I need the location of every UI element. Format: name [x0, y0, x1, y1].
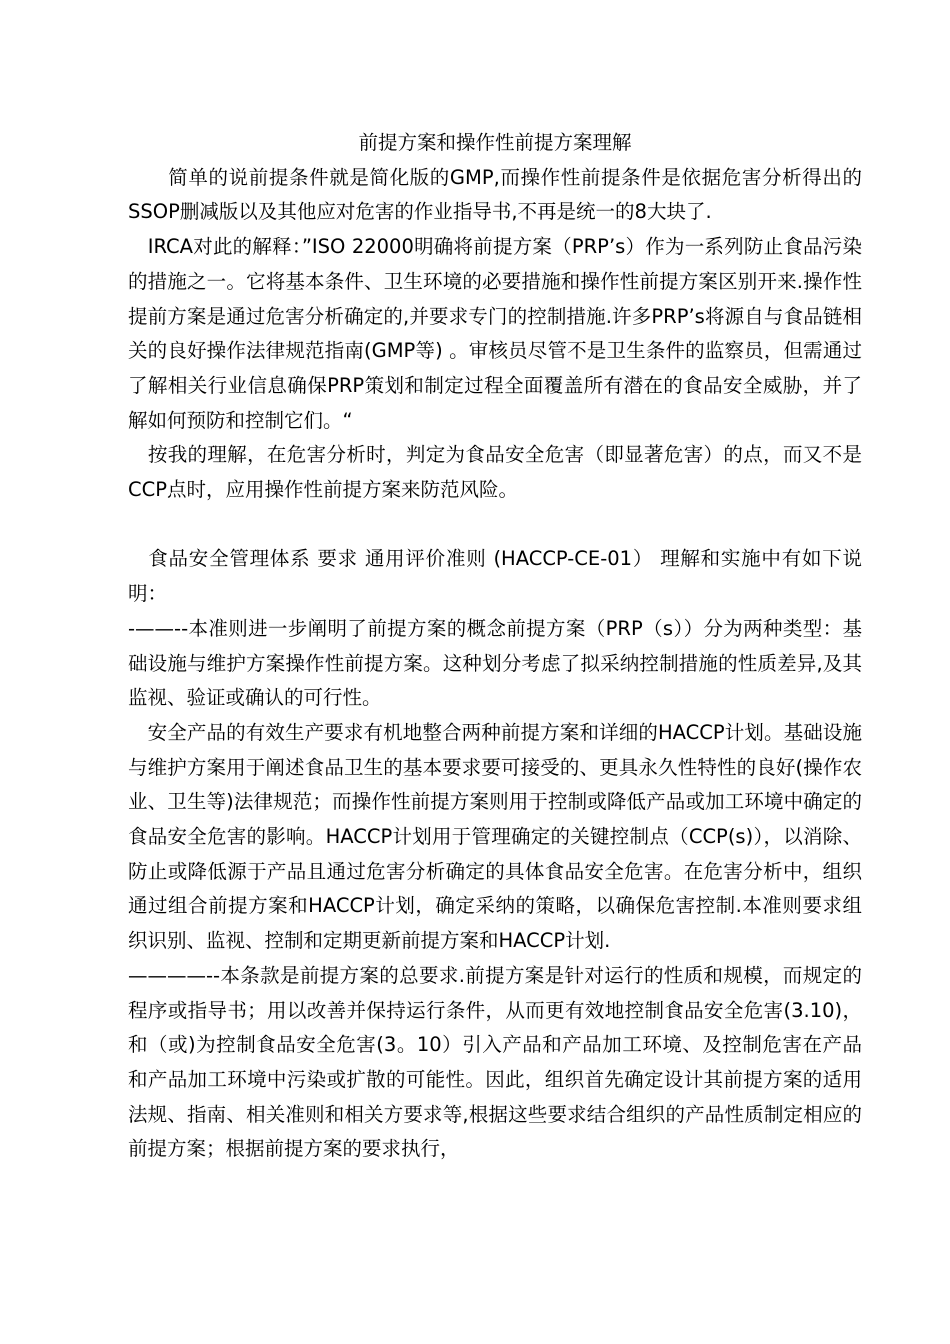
paragraph-safe-production: 安全产品的有效生产要求有机地整合两种前提方案和详细的HACCP计划。基础设施与维护方案用于阐述食品卫生的基本要求要可接受的、更具永久性特性的良好(操作农业、卫生等)法律规范；而操作性前提方案则用于控制或降低产品或加工环境中确定的食品安全危害的影响。HACCP计划用于管理确定的关键控制点（CCP(s)），以消除、防止或降低源于产品且通过危害分析确定的具体食品安全危害。在危害分析中，组织通过组合前提方案和HACCP计划，确定采纳的策略，以确保危害控制.本准则要求组织识别、监视、控制和定期更新前提方案和HACCP计划.: [128, 720, 862, 953]
paragraph-summary: 简单的说前提条件就是简化版的GMP,而操作性前提条件是依据危害分析得出的SSOP删减版以及其他应对危害的作业指导书,不再是统一的8大块了.: [128, 165, 862, 224]
document-page: [128, 126, 862, 1167]
paragraph-my-understanding: 按我的理解，在危害分析时，判定为食品安全危害（即显著危害）的点，而又不是CCP点时，应用操作性前提方案来防范风险。: [128, 443, 862, 502]
paragraph-general-requirements: ————--本条款是前提方案的总要求.前提方案是针对运行的性质和规模，而规定的程序或指导书；用以改善并保持运行条件，从而更有效地控制食品安全危害(3.10)，和（或)为控制食品安全危害(3。10）引入产品和产品加工环境、及控制危害在产品和产品加工环境中污染或扩散的可能性。因此，组织首先确定设计其前提方案的适用法规、指南、相关准则和相关方要求等,根据这些要求结合组织的产品性质制定相应的前提方案；根据前提方案的要求执行，: [128, 963, 862, 1161]
document-title: 前提方案和操作性前提方案理解: [358, 131, 632, 154]
blank-line: [128, 508, 862, 543]
paragraph-irca-explanation: IRCA对此的解释：”ISO 22000明确将前提方案（PRP’s）作为一系列防止食品污染的措施之一。它将基本条件、卫生环境的必要措施和操作性前提方案区别开来.操作性提前方案是通过危害分析确定的,并要求专门的控制措施.许多PRP’s将源自与食品链相关的良好操作法律规范指南(GMP等) 。审核员尽管不是卫生条件的监察员，但需通过了解相关行业信息确保PRP策划和制定过程全面覆盖所有潜在的食品安全威胁，并了解如何预防和控制它们。“: [128, 235, 862, 432]
paragraph-haccp-ce-01-intro: 食品安全管理体系 要求 通用评价准则 (HACCP-CE-01） 理解和实施中有如下说明：: [128, 547, 862, 606]
paragraph-prp-two-types: -——--本准则进一步阐明了前提方案的概念前提方案（PRP（s））分为两种类型：基础设施与维护方案操作性前提方案。这种划分考虑了拟采纳控制措施的性质差异,及其监视、验证或确认的可行性。: [128, 616, 862, 710]
